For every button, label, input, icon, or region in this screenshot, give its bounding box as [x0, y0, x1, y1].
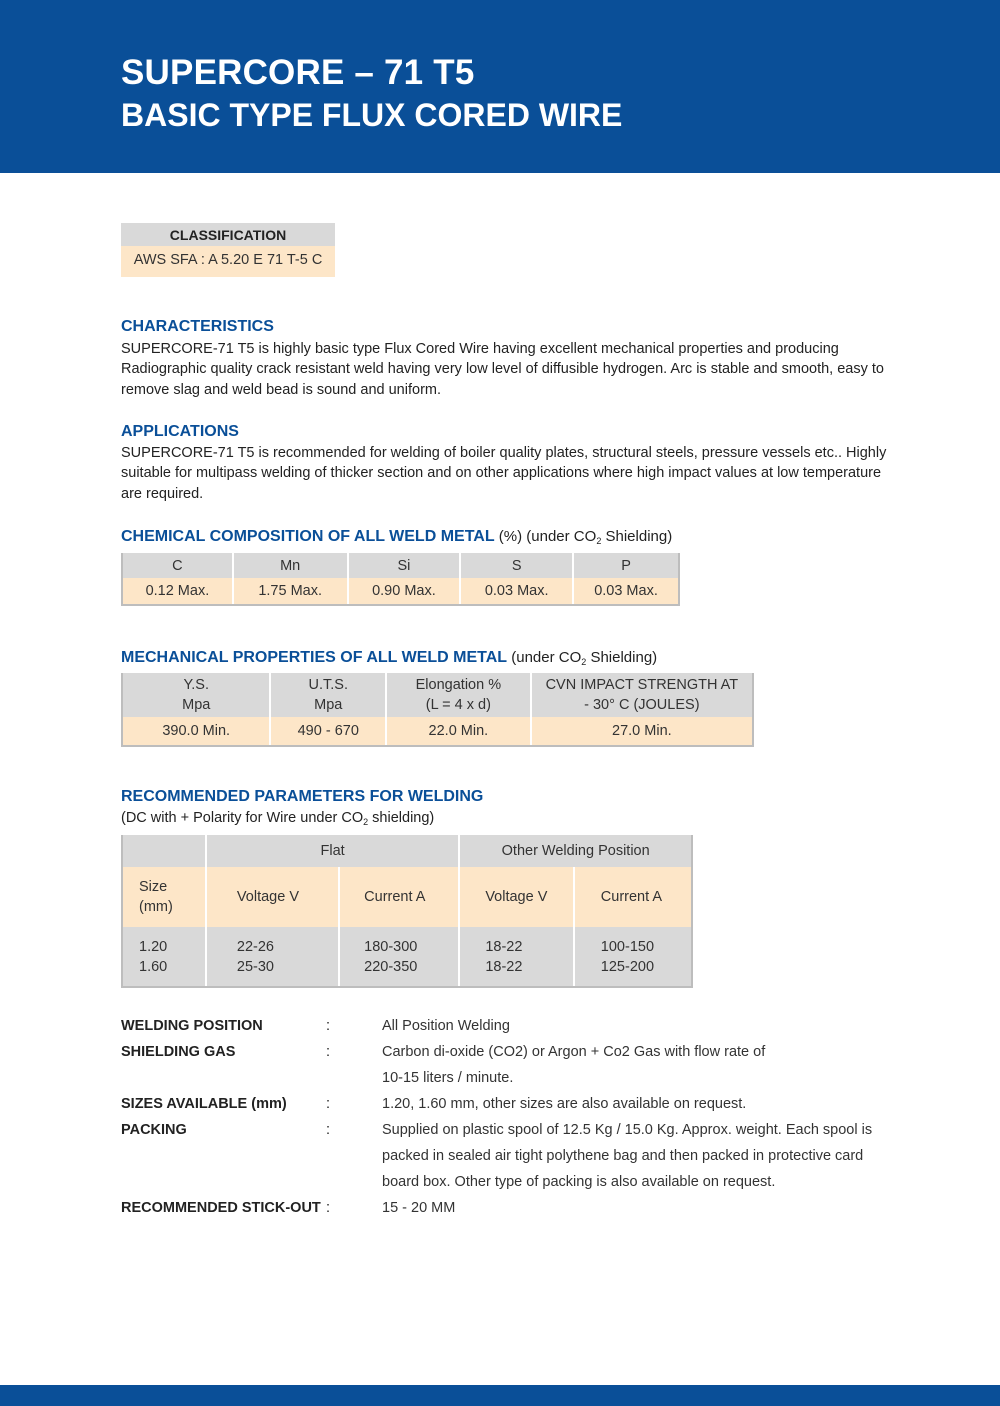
welding-flat-current-cell [339, 927, 459, 987]
welding-col-other-voltage: Voltage V [459, 867, 573, 927]
product-subtitle: BASIC TYPE FLUX CORED WIRE [121, 97, 623, 133]
mech-header-elongation-line2: (L = 4 x d) [425, 697, 491, 713]
characteristics-heading: CHARACTERISTICS [121, 318, 274, 335]
welding-sub-prefix: (DC with + Polarity for Wire under CO [121, 810, 364, 826]
spec-list [121, 1013, 901, 1221]
spec-value [382, 1013, 897, 1039]
chem-value-si: 0.90 Max. [348, 578, 461, 605]
spec-label: PACKING [121, 1122, 187, 1138]
mech-header-cvn-line2: - 30° C (JOULES) [584, 697, 700, 713]
spec-value-line: packed in sealed air tight polythene bag and then packed in protective card [382, 1148, 864, 1164]
applications-text: SUPERCORE-71 T5 is recommended for welding of boiler quality plates, structural steels, pressure vessels etc.. Highly suitable for multipass welding of thicker section and on other applications where high impact values at low temperature are required. [121, 445, 887, 502]
chemical-heading [121, 527, 672, 547]
welding-row2-other-current: 125-200 [600, 958, 655, 975]
welding-subheading [121, 808, 891, 828]
footer-band [0, 1385, 1000, 1406]
spec-shielding-gas [121, 1039, 901, 1091]
welding-table [121, 835, 693, 988]
chemical-note-suffix: Shielding) [601, 528, 673, 545]
chem-header-p: P [573, 553, 679, 578]
welding-row1-size: 1.20 [139, 938, 168, 955]
spec-stick-out [121, 1195, 901, 1221]
characteristics-text: SUPERCORE-71 T5 is highly basic type Flux Cored Wire having excellent mechanical properties and producing Radiographic quality crack resistant weld having very low level of diffusible hydrogen. Arc is stable and smooth, easy to remove slag and weld bead is sound and uniform. [121, 341, 884, 398]
chemical-heading-text: CHEMICAL COMPOSITION OF ALL WELD METAL [121, 528, 495, 545]
welding-col-size [122, 867, 206, 927]
welding-row2-size: 1.60 [139, 958, 168, 975]
welding-flat-voltage-cell [206, 927, 339, 987]
welding-row2-flat-voltage: 25-30 [236, 958, 274, 975]
spec-colon: : [326, 1096, 331, 1112]
classification-box [121, 223, 335, 277]
spec-label: SIZES AVAILABLE (mm) [121, 1096, 287, 1112]
header-band [0, 0, 1000, 173]
spec-value-line: 10-15 liters / minute. [382, 1070, 514, 1086]
mech-header-elongation [386, 673, 531, 717]
chem-header-c: C [122, 553, 233, 578]
spec-colon: : [326, 1044, 331, 1060]
mech-header-cvn [531, 673, 753, 717]
welding-col-size-line2: (mm) [139, 899, 173, 915]
mech-header-cvn-line1: CVN IMPACT STRENGTH AT [545, 677, 739, 693]
mechanical-heading-text: MECHANICAL PROPERTIES OF ALL WELD METAL [121, 649, 507, 666]
mech-header-ys-line2: Mpa [182, 697, 211, 713]
mechanical-heading [121, 648, 657, 668]
welding-corner-cell [122, 835, 206, 867]
spec-value-line: 15 - 20 MM [382, 1200, 456, 1216]
spec-value-line: Carbon di-oxide (CO2) or Argon + Co2 Gas with flow rate of [382, 1044, 766, 1060]
chem-header-mn: Mn [233, 553, 348, 578]
spec-value-line: board box. Other type of packing is also available on request. [382, 1174, 776, 1190]
classification-heading: CLASSIFICATION [121, 223, 335, 246]
chemical-note-sub: 2 [596, 536, 602, 546]
spec-welding-position [121, 1013, 901, 1039]
welding-sizes-cell [122, 927, 206, 987]
mechanical-note [511, 649, 657, 666]
spec-value [382, 1117, 897, 1195]
mech-value-elongation: 22.0 Min. [386, 717, 531, 746]
welding-row1-flat-voltage: 22-26 [236, 938, 274, 955]
mech-value-cvn: 27.0 Min. [531, 717, 753, 746]
spec-value-line: 1.20, 1.60 mm, other sizes are also available on request. [382, 1096, 747, 1112]
welding-other-current-cell [574, 927, 692, 987]
mech-header-ys [122, 673, 270, 717]
welding-sub-sub: 2 [363, 817, 369, 827]
welding-col-flat-current: Current A [339, 867, 459, 927]
mech-header-ys-line1: Y.S. [183, 677, 209, 693]
chem-value-p: 0.03 Max. [573, 578, 679, 605]
chem-value-c: 0.12 Max. [122, 578, 233, 605]
product-title: SUPERCORE – 71 T5 [121, 53, 475, 92]
chem-header-s: S [460, 553, 573, 578]
spec-label: SHIELDING GAS [121, 1044, 236, 1060]
spec-value [382, 1039, 897, 1091]
spec-value [382, 1195, 897, 1221]
applications-heading: APPLICATIONS [121, 423, 239, 440]
spec-value [382, 1091, 897, 1117]
welding-heading: RECOMMENDED PARAMETERS FOR WELDING [121, 788, 484, 805]
mech-header-elongation-line1: Elongation % [415, 677, 502, 693]
chem-value-mn: 1.75 Max. [233, 578, 348, 605]
mechanical-note-prefix: (under CO [511, 649, 582, 666]
welding-row2-flat-current: 220-350 [364, 958, 418, 975]
spec-packing [121, 1117, 901, 1195]
welding-row1-other-current: 100-150 [600, 938, 655, 955]
mech-header-uts-line1: U.T.S. [308, 677, 348, 693]
spec-sizes-available [121, 1091, 901, 1117]
chem-value-s: 0.03 Max. [460, 578, 573, 605]
welding-other-voltage-cell [459, 927, 573, 987]
mech-header-uts-line2: Mpa [314, 697, 343, 713]
welding-col-flat-voltage: Voltage V [206, 867, 339, 927]
welding-sub-suffix: shielding) [368, 810, 435, 826]
welding-row2-other-voltage: 18-22 [485, 958, 523, 975]
welding-col-size-line1: Size [139, 879, 168, 895]
chemical-note-prefix: (%) (under CO [498, 528, 597, 545]
chemical-table [121, 553, 680, 606]
spec-value-line: Supplied on plastic spool of 12.5 Kg / 15.0 Kg. Approx. weight. Each spool is [382, 1122, 873, 1138]
chem-header-si: Si [348, 553, 461, 578]
spec-label: WELDING POSITION [121, 1018, 263, 1034]
mechanical-note-sub: 2 [581, 657, 587, 667]
chemical-note [499, 528, 672, 545]
spec-colon: : [326, 1200, 331, 1216]
welding-group-other: Other Welding Position [459, 835, 692, 867]
mechanical-note-suffix: Shielding) [586, 649, 658, 666]
mechanical-table [121, 673, 754, 747]
welding-group-flat: Flat [206, 835, 459, 867]
spec-value-line: All Position Welding [382, 1018, 510, 1034]
spec-colon: : [326, 1122, 331, 1138]
mech-header-uts [270, 673, 386, 717]
spec-label: RECOMMENDED STICK-OUT [121, 1200, 321, 1216]
classification-value: AWS SFA : A 5.20 E 71 T-5 C [121, 246, 335, 277]
welding-row1-flat-current: 180-300 [364, 938, 418, 955]
welding-row1-other-voltage: 18-22 [485, 938, 523, 955]
mech-value-ys: 390.0 Min. [122, 717, 270, 746]
welding-col-other-current: Current A [574, 867, 692, 927]
mech-value-uts: 490 - 670 [270, 717, 386, 746]
spec-colon: : [326, 1018, 331, 1034]
